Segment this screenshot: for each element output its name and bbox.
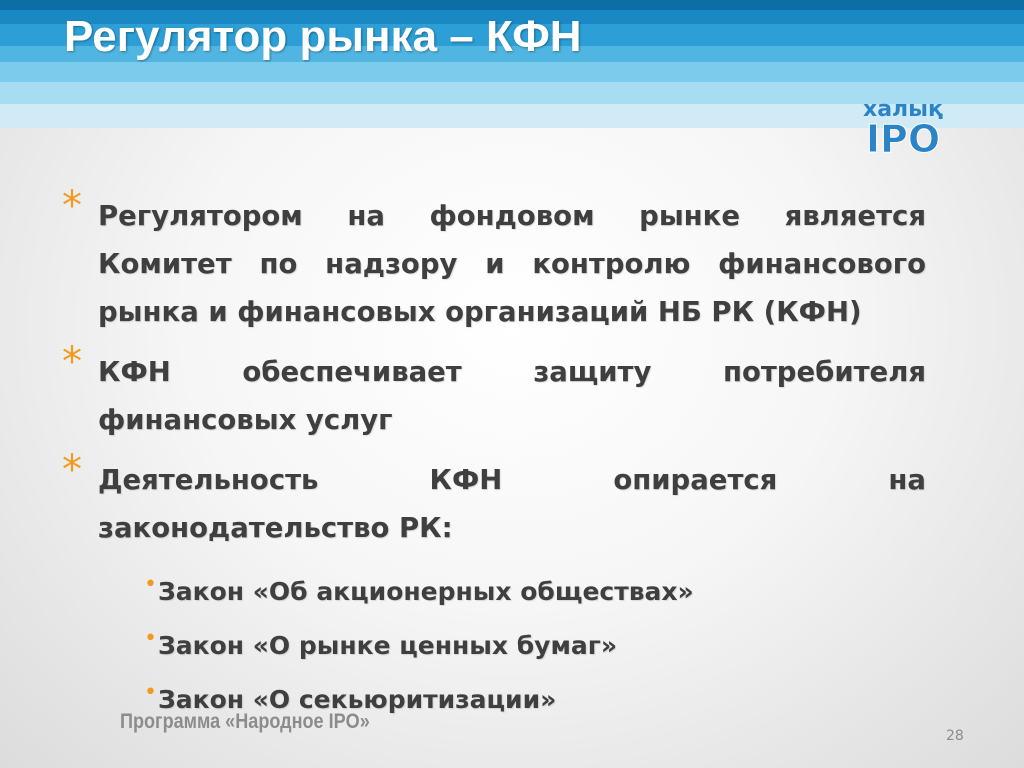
asterisk-bullet-icon: * <box>62 447 82 493</box>
law-item: • Закон «О секьюритизации» <box>144 680 557 714</box>
svg-text:IPO: IPO <box>865 117 941 156</box>
halyk-ipo-logo <box>840 8 966 156</box>
asterisk-bullet-icon: * <box>62 183 82 229</box>
dot-bullet-icon: • <box>144 680 157 705</box>
dot-bullet-icon: • <box>144 626 157 651</box>
slide-number: 28 <box>946 728 964 744</box>
bullet-item: * Деятельность КФН опирается на законодательство РК: <box>62 447 926 544</box>
bullet-item: * Регулятором на фондовом рынке является Комитет по надзору и контролю финансового рынка и финансовых организаций НБ РК (КФН) <box>62 183 926 328</box>
law-list <box>144 570 904 732</box>
program-logo-icon <box>44 698 114 748</box>
asterisk-bullet-icon: * <box>62 339 82 385</box>
bullet-item: * КФН обеспечивает защиту потребителя финансовых услуг <box>62 339 926 436</box>
program-name: Программа «Народное IPO» <box>120 710 370 733</box>
dot-bullet-icon: • <box>144 572 157 597</box>
svg-text:халық: халық <box>863 97 943 122</box>
slide-title: Регулятор рынка – КФН <box>64 12 582 61</box>
law-item: • Закон «О рынке ценных бумаг» <box>144 626 617 660</box>
law-item: • Закон «Об акционерных обществах» <box>144 572 694 606</box>
bullet-list <box>60 183 926 564</box>
